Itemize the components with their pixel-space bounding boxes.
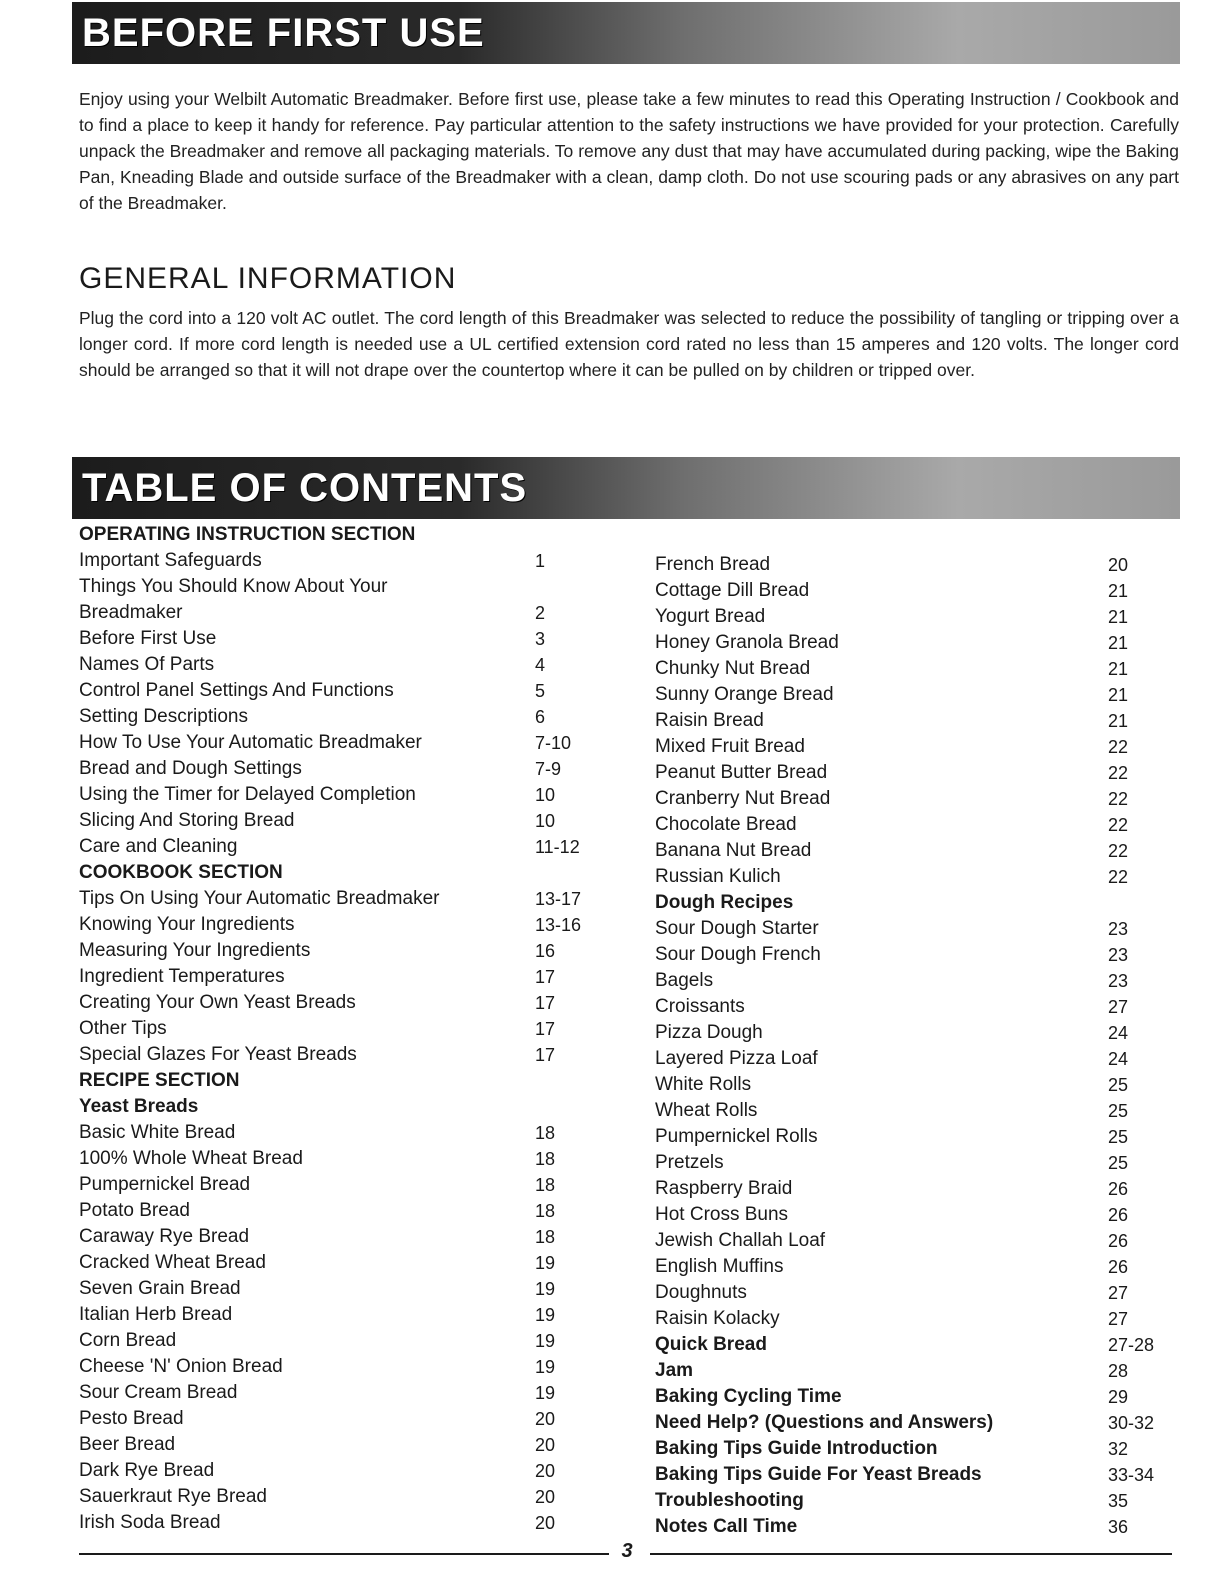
toc-entry bbox=[79, 652, 599, 678]
toc-entry-page: 26 bbox=[1108, 1205, 1129, 1225]
toc-entry-title: Ingredient Temperatures bbox=[79, 966, 285, 987]
toc-entry-title: Jewish Challah Loaf bbox=[655, 1230, 826, 1251]
toc-entry bbox=[655, 890, 1155, 916]
toc-entry-title: Slicing And Storing Bread bbox=[79, 810, 295, 831]
toc-entry bbox=[79, 1016, 599, 1042]
toc-entry-page: 35 bbox=[1108, 1491, 1129, 1511]
toc-entry bbox=[79, 1224, 599, 1250]
toc-entry-title: Dough Recipes bbox=[655, 892, 794, 913]
toc-entry bbox=[655, 942, 1155, 968]
toc-entry bbox=[79, 1302, 599, 1328]
toc-entry bbox=[79, 1250, 599, 1276]
toc-entry-title: Pumpernickel Rolls bbox=[655, 1126, 818, 1147]
toc-entry-title: Baking Tips Guide Introduction bbox=[655, 1438, 938, 1459]
toc-entry bbox=[79, 1380, 599, 1406]
toc-entry-title: Russian Kulich bbox=[655, 866, 781, 887]
toc-entry-title: Chocolate Bread bbox=[655, 814, 797, 835]
toc-entry-title: Beer Bread bbox=[79, 1434, 176, 1455]
toc-entry-page: 19 bbox=[535, 1383, 556, 1403]
toc-entry-page: 22 bbox=[1108, 867, 1129, 887]
toc-entry-page: 29 bbox=[1108, 1387, 1129, 1407]
toc-entry-page: 18 bbox=[535, 1149, 556, 1169]
toc-entry-title: Tips On Using Your Automatic Breadmaker bbox=[79, 888, 440, 909]
toc-entry-title: Croissants bbox=[655, 996, 745, 1017]
toc-entry bbox=[655, 1150, 1155, 1176]
toc-entry-page: 21 bbox=[1108, 711, 1129, 731]
toc-entry-title: Other Tips bbox=[79, 1018, 167, 1039]
toc-entry-page: 26 bbox=[1108, 1257, 1129, 1277]
toc-entry-title: Pretzels bbox=[655, 1152, 724, 1173]
toc-entry bbox=[79, 886, 599, 912]
toc-entry-page: 23 bbox=[1108, 919, 1129, 939]
toc-entry bbox=[79, 1406, 599, 1432]
toc-entry-page: 22 bbox=[1108, 763, 1129, 783]
toc-entry-title: Cranberry Nut Bread bbox=[655, 788, 831, 809]
toc-entry bbox=[655, 1332, 1155, 1358]
toc-entry bbox=[655, 1020, 1155, 1046]
toc-entry-title: Corn Bread bbox=[79, 1330, 177, 1351]
toc-entry-title: Chunky Nut Bread bbox=[655, 658, 811, 679]
toc-entry bbox=[79, 1328, 599, 1354]
intro-paragraph: Enjoy using your Welbilt Automatic Breadmaker. Before first use, please take a few minutes to read this Operating Instruction / Cookbook and to find a place to keep it handy for reference. Pay particular attention to the safety instructions we have provided for your protection. Carefully unpack the Breadmaker and remove all packaging materials. To remove any dust that may have accumulated during packing, wipe the Baking Pan, Kneading Blade and outside surface of the Breadmaker with a clean, damp cloth. Do not use scouring pads or any abrasives on any part of the Breadmaker. bbox=[79, 89, 1179, 213]
toc-entry-page: 22 bbox=[1108, 841, 1129, 861]
toc-entry-title: Care and Cleaning bbox=[79, 836, 238, 857]
toc-entry bbox=[79, 1146, 599, 1172]
toc-entry-title: Yogurt Bread bbox=[655, 606, 766, 627]
toc-entry-title: Setting Descriptions bbox=[79, 706, 248, 727]
toc-entry-page: 21 bbox=[1108, 581, 1129, 601]
toc-entry-page: 11-12 bbox=[535, 837, 580, 857]
toc-entry bbox=[79, 938, 599, 964]
footer-rule-left bbox=[79, 1553, 609, 1555]
toc-entry bbox=[655, 1228, 1155, 1254]
toc-entry bbox=[655, 968, 1155, 994]
toc-entry bbox=[79, 782, 599, 808]
toc-entry-page: 23 bbox=[1108, 945, 1129, 965]
toc-entry-page: 10 bbox=[535, 811, 556, 831]
toc-entry-title: Jam bbox=[655, 1360, 694, 1381]
toc-entry-page: 27 bbox=[1108, 1283, 1129, 1303]
toc-entry bbox=[79, 522, 599, 548]
toc-entry bbox=[655, 838, 1155, 864]
toc-entry-title: English Muffins bbox=[655, 1256, 784, 1277]
toc-entry-page: 26 bbox=[1108, 1179, 1129, 1199]
toc-entry-page: 10 bbox=[535, 785, 556, 805]
toc-entry-title: Before First Use bbox=[79, 628, 217, 649]
general-information-paragraph: Plug the cord into a 120 volt AC outlet. The cord length of this Breadmaker was selected to reduce the possibility of tangling or tripping over a longer cord. If more cord length is needed use a UL certified extension cord rated no less than 15 amperes and 120 volts. The longer cord should be arranged so that it will not drape over the countertop where it can be pulled on by children or tripped over. bbox=[79, 308, 1179, 380]
toc-entry bbox=[655, 1176, 1155, 1202]
toc-entry-page: 20 bbox=[535, 1435, 556, 1455]
toc-entry bbox=[655, 708, 1155, 734]
toc-entry bbox=[655, 760, 1155, 786]
toc-entry bbox=[655, 994, 1155, 1020]
toc-entry-title: French Bread bbox=[655, 554, 771, 575]
toc-entry-page: 28 bbox=[1108, 1361, 1129, 1381]
toc-entry-page: 21 bbox=[1108, 685, 1129, 705]
toc-entry-title: Things You Should Know About Your bbox=[79, 576, 388, 597]
toc-entry-page: 20 bbox=[535, 1513, 556, 1533]
toc-entry-page: 26 bbox=[1108, 1231, 1129, 1251]
before-first-use-banner bbox=[72, 2, 1180, 64]
toc-entry bbox=[79, 1458, 599, 1484]
toc-entry-title: Yeast Breads bbox=[79, 1096, 199, 1117]
toc-entry bbox=[655, 734, 1155, 760]
toc-right-column bbox=[655, 552, 1155, 1540]
toc-entry-title: Sour Dough French bbox=[655, 944, 821, 965]
toc-entry bbox=[655, 1046, 1155, 1072]
toc-entry bbox=[79, 756, 599, 782]
toc-entry bbox=[79, 548, 599, 574]
toc-entry bbox=[79, 600, 599, 626]
toc-entry-page: 19 bbox=[535, 1305, 556, 1325]
toc-entry-title: Honey Granola Bread bbox=[655, 632, 839, 653]
toc-entry-title: Italian Herb Bread bbox=[79, 1304, 233, 1325]
toc-entry-page: 6 bbox=[535, 707, 546, 727]
toc-entry-title: Mixed Fruit Bread bbox=[655, 736, 805, 757]
toc-entry-title: Quick Bread bbox=[655, 1334, 767, 1355]
toc-entry-page: 24 bbox=[1108, 1049, 1129, 1069]
toc-entry-page: 7-10 bbox=[535, 733, 572, 753]
toc-entry-page: 23 bbox=[1108, 971, 1129, 991]
toc-entry-page: 27 bbox=[1108, 997, 1129, 1017]
footer-rule-right bbox=[650, 1553, 1172, 1555]
toc-entry bbox=[79, 808, 599, 834]
toc-entry-page: 18 bbox=[535, 1227, 556, 1247]
toc-entry-title: Doughnuts bbox=[655, 1282, 747, 1303]
toc-entry-title: Pizza Dough bbox=[655, 1022, 763, 1043]
toc-entry bbox=[655, 1098, 1155, 1124]
toc-entry bbox=[655, 578, 1155, 604]
toc-entry-title: Hot Cross Buns bbox=[655, 1204, 789, 1225]
toc-entry-page: 19 bbox=[535, 1279, 556, 1299]
toc-entry-title: COOKBOOK SECTION bbox=[79, 862, 283, 883]
toc-entry-title: How To Use Your Automatic Breadmaker bbox=[79, 732, 422, 753]
toc-entry bbox=[655, 630, 1155, 656]
toc-entry-page: 17 bbox=[535, 1045, 556, 1065]
toc-entry-title: Cheese 'N' Onion Bread bbox=[79, 1356, 283, 1377]
toc-left-column bbox=[79, 522, 599, 1536]
toc-entry-title: OPERATING INSTRUCTION SECTION bbox=[79, 524, 416, 545]
toc-entry-page: 27-28 bbox=[1108, 1335, 1155, 1355]
toc-entry-page: 20 bbox=[535, 1409, 556, 1429]
toc-entry-page: 17 bbox=[535, 1019, 556, 1039]
toc-entry bbox=[79, 730, 599, 756]
toc-entry-page: 13-17 bbox=[535, 889, 582, 909]
page-number: 3 bbox=[621, 1540, 633, 1562]
toc-entry-title: Layered Pizza Loaf bbox=[655, 1048, 818, 1069]
toc-entry-page: 21 bbox=[1108, 607, 1129, 627]
toc-entry-page: 30-32 bbox=[1108, 1413, 1155, 1433]
toc-entry-title: Wheat Rolls bbox=[655, 1100, 758, 1121]
toc-entry bbox=[79, 860, 599, 886]
toc-entry-title: Pumpernickel Bread bbox=[79, 1174, 251, 1195]
toc-entry-title: Seven Grain Bread bbox=[79, 1278, 241, 1299]
toc-entry bbox=[655, 1254, 1155, 1280]
toc-entry-page: 18 bbox=[535, 1175, 556, 1195]
toc-entry-title: Sunny Orange Bread bbox=[655, 684, 834, 705]
toc-entry-title: Sour Cream Bread bbox=[79, 1382, 238, 1403]
toc-entry-page: 3 bbox=[535, 629, 546, 649]
toc-entry-page: 20 bbox=[535, 1461, 556, 1481]
toc-entry bbox=[655, 1384, 1155, 1410]
toc-entry-title: Banana Nut Bread bbox=[655, 840, 812, 861]
toc-entry-page: 19 bbox=[535, 1357, 556, 1377]
toc-entry-page: 18 bbox=[535, 1201, 556, 1221]
toc-entry-title: Raisin Bread bbox=[655, 710, 764, 731]
toc-entry-title: Need Help? (Questions and Answers) bbox=[655, 1412, 994, 1433]
toc-entry-page: 19 bbox=[535, 1253, 556, 1273]
toc-entry-page: 17 bbox=[535, 967, 556, 987]
toc-entry-page: 4 bbox=[535, 655, 546, 675]
toc-entry-page: 21 bbox=[1108, 659, 1129, 679]
toc-entry-title: Control Panel Settings And Functions bbox=[79, 680, 394, 701]
toc-entry bbox=[79, 574, 599, 600]
toc-entry bbox=[79, 1120, 599, 1146]
toc-entry-title: Names Of Parts bbox=[79, 654, 215, 675]
toc-entry-title: Cottage Dill Bread bbox=[655, 580, 810, 601]
toc-entry bbox=[655, 552, 1155, 578]
toc-entry-title: Creating Your Own Yeast Breads bbox=[79, 992, 356, 1013]
toc-entry-page: 18 bbox=[535, 1123, 556, 1143]
toc-entry bbox=[79, 990, 599, 1016]
toc-entry-title: Peanut Butter Bread bbox=[655, 762, 828, 783]
toc-entry-title: White Rolls bbox=[655, 1074, 752, 1095]
toc-entry-page: 20 bbox=[1108, 555, 1129, 575]
toc-entry-title: Special Glazes For Yeast Breads bbox=[79, 1044, 357, 1065]
toc-entry bbox=[655, 1202, 1155, 1228]
toc-entry-title: Baking Tips Guide For Yeast Breads bbox=[655, 1464, 982, 1485]
toc-entry-title: Important Safeguards bbox=[79, 550, 262, 571]
toc-entry-title: Notes Call Time bbox=[655, 1516, 798, 1537]
toc-entry bbox=[79, 1172, 599, 1198]
toc-entry-title: Breadmaker bbox=[79, 602, 183, 623]
toc-entry-title: Sauerkraut Rye Bread bbox=[79, 1486, 267, 1507]
toc-entry-title: Irish Soda Bread bbox=[79, 1512, 221, 1533]
toc-entry-page: 16 bbox=[535, 941, 556, 961]
toc-entry bbox=[79, 704, 599, 730]
toc-entry-title: Cracked Wheat Bread bbox=[79, 1252, 266, 1273]
toc-entry bbox=[79, 1042, 599, 1068]
toc-entry bbox=[655, 1514, 1155, 1540]
toc-entry-title: Baking Cycling Time bbox=[655, 1386, 842, 1407]
toc-entry-page: 20 bbox=[535, 1487, 556, 1507]
toc-entry-title: Bagels bbox=[655, 970, 714, 991]
toc-entry-page: 1 bbox=[535, 551, 546, 571]
toc-entry bbox=[655, 786, 1155, 812]
toc-entry-page: 24 bbox=[1108, 1023, 1129, 1043]
toc-entry bbox=[79, 1276, 599, 1302]
table-of-contents-heading: TABLE OF CONTENTS bbox=[82, 466, 528, 510]
toc-entry-page: 25 bbox=[1108, 1153, 1129, 1173]
toc-entry-title: Potato Bread bbox=[79, 1200, 190, 1221]
toc-entry-title: 100% Whole Wheat Bread bbox=[79, 1148, 303, 1169]
toc-entry-title: Dark Rye Bread bbox=[79, 1460, 215, 1481]
toc-entry-page: 22 bbox=[1108, 815, 1129, 835]
toc-entry bbox=[655, 1410, 1155, 1436]
toc-entry bbox=[79, 1198, 599, 1224]
toc-entry-page: 19 bbox=[535, 1331, 556, 1351]
toc-entry-page: 22 bbox=[1108, 737, 1129, 757]
toc-entry bbox=[79, 1510, 599, 1536]
toc-entry-page: 2 bbox=[535, 603, 546, 623]
toc-entry-page: 33-34 bbox=[1108, 1465, 1155, 1485]
toc-entry bbox=[655, 682, 1155, 708]
before-first-use-heading: BEFORE FIRST USE bbox=[82, 11, 485, 55]
toc-entry-title: Raspberry Braid bbox=[655, 1178, 793, 1199]
toc-entry bbox=[655, 656, 1155, 682]
toc-entry bbox=[79, 1094, 599, 1120]
toc-entry bbox=[79, 912, 599, 938]
toc-entry-title: Bread and Dough Settings bbox=[79, 758, 302, 779]
toc-entry bbox=[655, 1358, 1155, 1384]
toc-entry-title: Measuring Your Ingredients bbox=[79, 940, 311, 961]
toc-entry-page: 27 bbox=[1108, 1309, 1129, 1329]
toc-entry bbox=[79, 1068, 599, 1094]
toc-entry-page: 21 bbox=[1108, 633, 1129, 653]
toc-entry bbox=[655, 1280, 1155, 1306]
toc-entry bbox=[79, 678, 599, 704]
toc-entry bbox=[655, 1462, 1155, 1488]
toc-entry-page: 25 bbox=[1108, 1127, 1129, 1147]
toc-entry-page: 36 bbox=[1108, 1517, 1129, 1537]
toc-entry-title: Raisin Kolacky bbox=[655, 1308, 780, 1329]
toc-entry bbox=[79, 964, 599, 990]
toc-entry-title: Basic White Bread bbox=[79, 1122, 236, 1143]
toc-entry-page: 13-16 bbox=[535, 915, 582, 935]
toc-entry bbox=[655, 1124, 1155, 1150]
toc-entry bbox=[79, 1354, 599, 1380]
toc-entry-page: 32 bbox=[1108, 1439, 1129, 1459]
toc-entry-title: Using the Timer for Delayed Completion bbox=[79, 784, 416, 805]
toc-entry-page: 22 bbox=[1108, 789, 1129, 809]
toc-entry bbox=[79, 1432, 599, 1458]
toc-entry-title: Troubleshooting bbox=[655, 1490, 804, 1511]
toc-entry bbox=[655, 1488, 1155, 1514]
toc-entry-title: Knowing Your Ingredients bbox=[79, 914, 295, 935]
toc-entry bbox=[655, 1436, 1155, 1462]
table-of-contents-banner bbox=[72, 457, 1180, 519]
toc-entry-title: Sour Dough Starter bbox=[655, 918, 819, 939]
toc-entry bbox=[79, 834, 599, 860]
general-information-heading: GENERAL INFORMATION bbox=[79, 262, 457, 295]
toc-entry bbox=[655, 1072, 1155, 1098]
toc-entry-page: 17 bbox=[535, 993, 556, 1013]
toc-entry bbox=[655, 864, 1155, 890]
toc-entry-page: 7-9 bbox=[535, 759, 562, 779]
toc-entry bbox=[79, 626, 599, 652]
toc-entry bbox=[655, 812, 1155, 838]
toc-entry bbox=[79, 1484, 599, 1510]
toc-entry-title: RECIPE SECTION bbox=[79, 1070, 240, 1091]
toc-entry bbox=[655, 604, 1155, 630]
toc-entry-page: 25 bbox=[1108, 1075, 1129, 1095]
toc-entry bbox=[655, 1306, 1155, 1332]
toc-entry-page: 5 bbox=[535, 681, 546, 701]
toc-entry-title: Caraway Rye Bread bbox=[79, 1226, 250, 1247]
toc-entry-title: Pesto Bread bbox=[79, 1408, 184, 1429]
toc-entry-page: 25 bbox=[1108, 1101, 1129, 1121]
toc-entry bbox=[655, 916, 1155, 942]
